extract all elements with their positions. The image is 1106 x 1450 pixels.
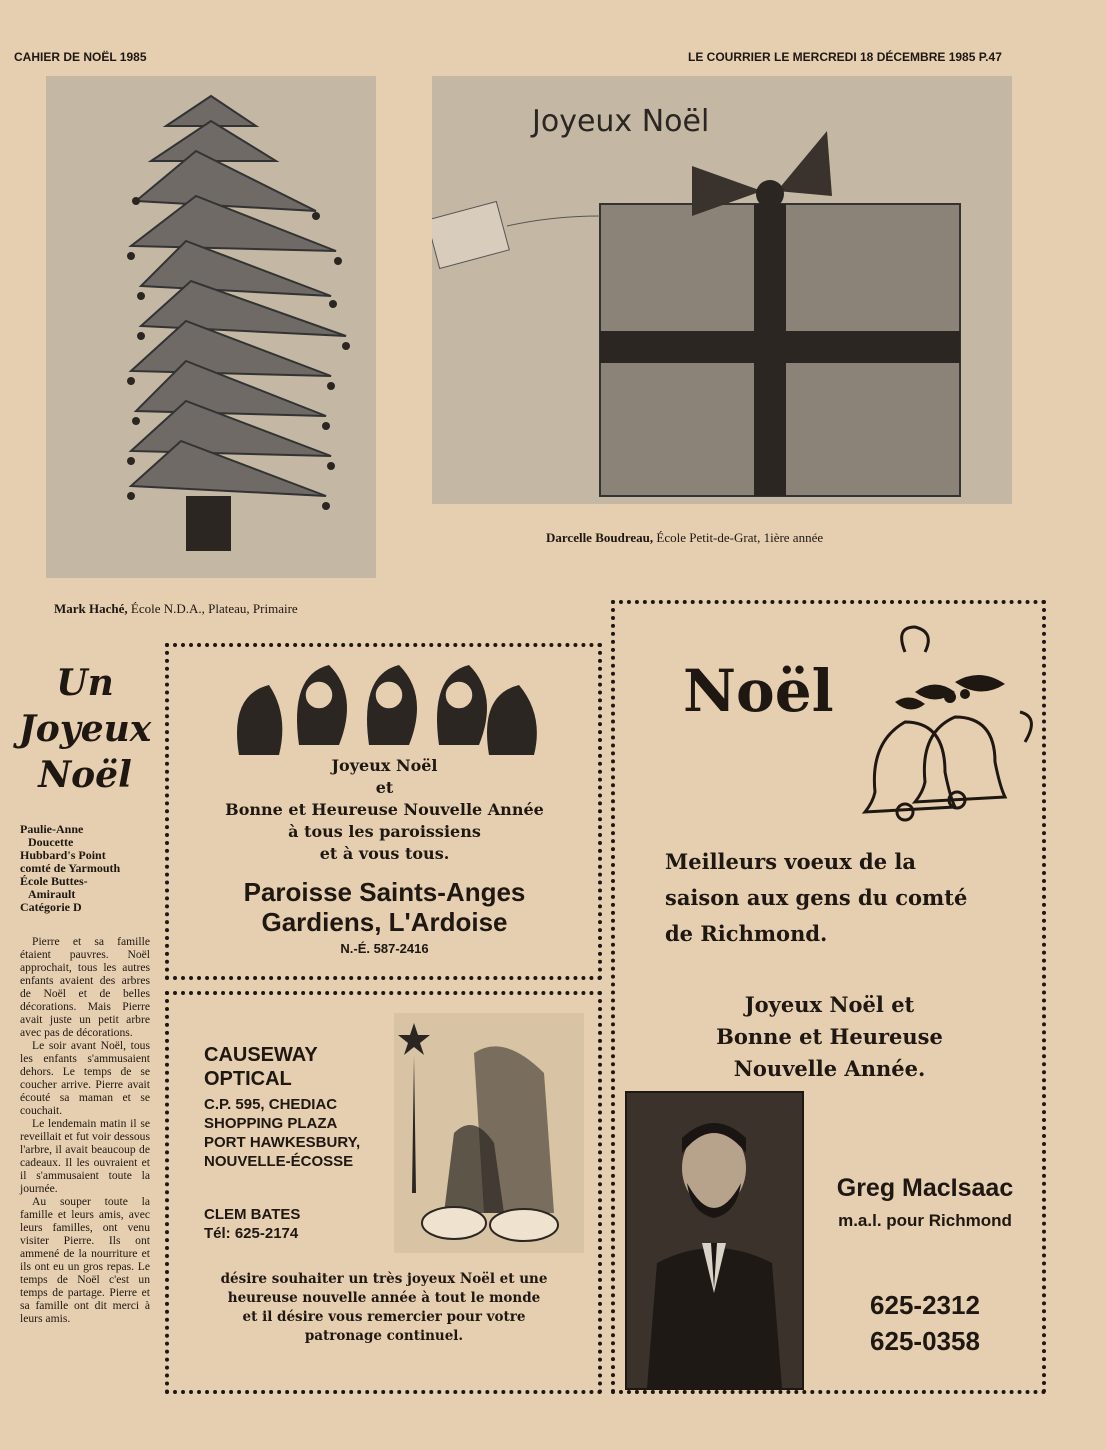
mla-greeting-2 (615, 989, 1044, 1085)
story-title-line3: Noël (38, 754, 132, 796)
tree-caption (54, 601, 298, 617)
author-line: Hubbard's Point (20, 848, 106, 862)
optical-addr1: C.P. 595, CHEDIAC (204, 1096, 338, 1113)
story-paragraph: Le soir avant Noël, tous les enfants s'ammusaient dehors. Le temps de se coucher arrive. Pierre avait écouté sa maman et se couchait. (20, 1039, 150, 1117)
mla-greeting-1: Meilleurs voeux de la saison aux gens du comté de Richmond. (665, 849, 968, 946)
parish-greeting (169, 755, 600, 865)
optical-name-line1: CAUSEWAY (204, 1044, 318, 1066)
optical-addr2: SHOPPING PLAZA (204, 1115, 338, 1132)
angels-illustration (219, 655, 549, 765)
mla-greeting-2-line1: Joyeux Noël et (744, 992, 915, 1017)
tree-details: École N.D.A., Plateau, Primaire (130, 601, 298, 616)
parish-line5: et à vous tous. (319, 844, 450, 863)
tree-illustration (46, 76, 376, 578)
mla-ad (611, 600, 1046, 1394)
section-header: CAHIER DE NOËL 1985 (14, 50, 147, 64)
mla-photo (625, 1091, 804, 1390)
mla-greeting-2-line3: Nouvelle Année. (733, 1056, 926, 1081)
author-line: École Buttes- (20, 874, 88, 888)
gift-details: École Petit-de-Grat, 1ière année (656, 530, 824, 545)
author-line: Amirault (28, 887, 76, 901)
mla-title: Noël (683, 657, 834, 725)
parish-line4: à tous les paroissiens (288, 822, 481, 841)
story-paragraph: Au souper toute la famille et leurs amis, avec leurs familles, ont venu visiter Pierre. Ils ont ammené de la nourriture et ils ont eu un gros repas. Le temps de Noël c'est un temps de partage. Pierre et sa famille ont dit merci à leurs amis. (20, 1195, 150, 1325)
story-title (10, 660, 160, 798)
gift-drawing-text: Joyeux Noël (532, 104, 710, 139)
mla-phone-2: 625-0358 (870, 1326, 980, 1356)
optical-name (204, 1043, 318, 1091)
parish-name-line1: Paroisse Saints-Anges (243, 877, 526, 907)
gift-caption (546, 530, 823, 546)
parish-line3: Bonne et Heureuse Nouvelle Année (225, 800, 544, 819)
optical-ad (165, 991, 602, 1394)
optical-phone: Tél: 625-2174 (204, 1225, 299, 1242)
tree-drawing (46, 76, 376, 578)
optical-addr3: PORT HAWKESBURY, (204, 1134, 361, 1151)
mla-name: Greg MacIsaac (836, 1174, 1014, 1202)
portrait-illustration (627, 1093, 802, 1388)
parish-ad (165, 643, 602, 980)
mla-role: m.a.l. pour Richmond (838, 1211, 1012, 1230)
parish-line2: et (375, 778, 394, 797)
optical-contact-name: CLEM BATES (204, 1206, 301, 1223)
story-title-line2: Joyeux (18, 708, 152, 750)
parish-phone: N.-É. 587-2416 (340, 941, 429, 956)
author-line: Catégorie D (20, 900, 82, 914)
story-title-line1: Un (56, 662, 114, 704)
bells-icon (855, 622, 1040, 822)
mla-phone-1: 625-2312 (870, 1290, 980, 1320)
mla-phones (810, 1287, 1040, 1359)
nativity-illustration (394, 1013, 584, 1253)
story-body (20, 935, 150, 1325)
parish-name (169, 877, 600, 937)
story-paragraph: Le lendemain matin il se reveillait et fut voir dessous l'arbre, il avait beaucoup de cadeaux. Il les ouvraient et il s'ammusaient toute la journée. (20, 1117, 150, 1195)
optical-contact (204, 1205, 300, 1243)
optical-name-line2: OPTICAL (204, 1068, 292, 1090)
mla-greeting-2-line2: Bonne et Heureuse (716, 1024, 943, 1049)
page-header: LE COURRIER LE MERCREDI 18 DÉCEMBRE 1985 P.47 (688, 50, 1002, 64)
author-line: Paulie-Anne (20, 822, 84, 836)
author-line: comté de Yarmouth (20, 861, 121, 875)
story-paragraph: Pierre et sa famille étaient pauvres. Noël approchait, tous les autres enfants avaient des arbres de Noël et de belles décorations. Mais Pierre avait juste un petit arbre avec pas de décorations. (20, 935, 150, 1039)
optical-message: désire souhaiter un très joyeux Noël et une heureuse nouvelle année à tout le monde et il désire vous remercier pour votre patronage continuel. (220, 1271, 548, 1344)
story-author (20, 823, 160, 914)
parish-name-line2: Gardiens, L'Ardoise (261, 907, 508, 937)
optical-address (204, 1095, 360, 1171)
parish-line1: Joyeux Noël (331, 756, 438, 775)
gift-drawing (432, 76, 1012, 504)
optical-addr4: NOUVELLE-ÉCOSSE (204, 1153, 354, 1170)
tree-artist: Mark Haché, (54, 601, 128, 616)
gift-artist: Darcelle Boudreau, (546, 530, 654, 545)
author-line: Doucette (28, 835, 74, 849)
gift-illustration (432, 76, 1012, 504)
